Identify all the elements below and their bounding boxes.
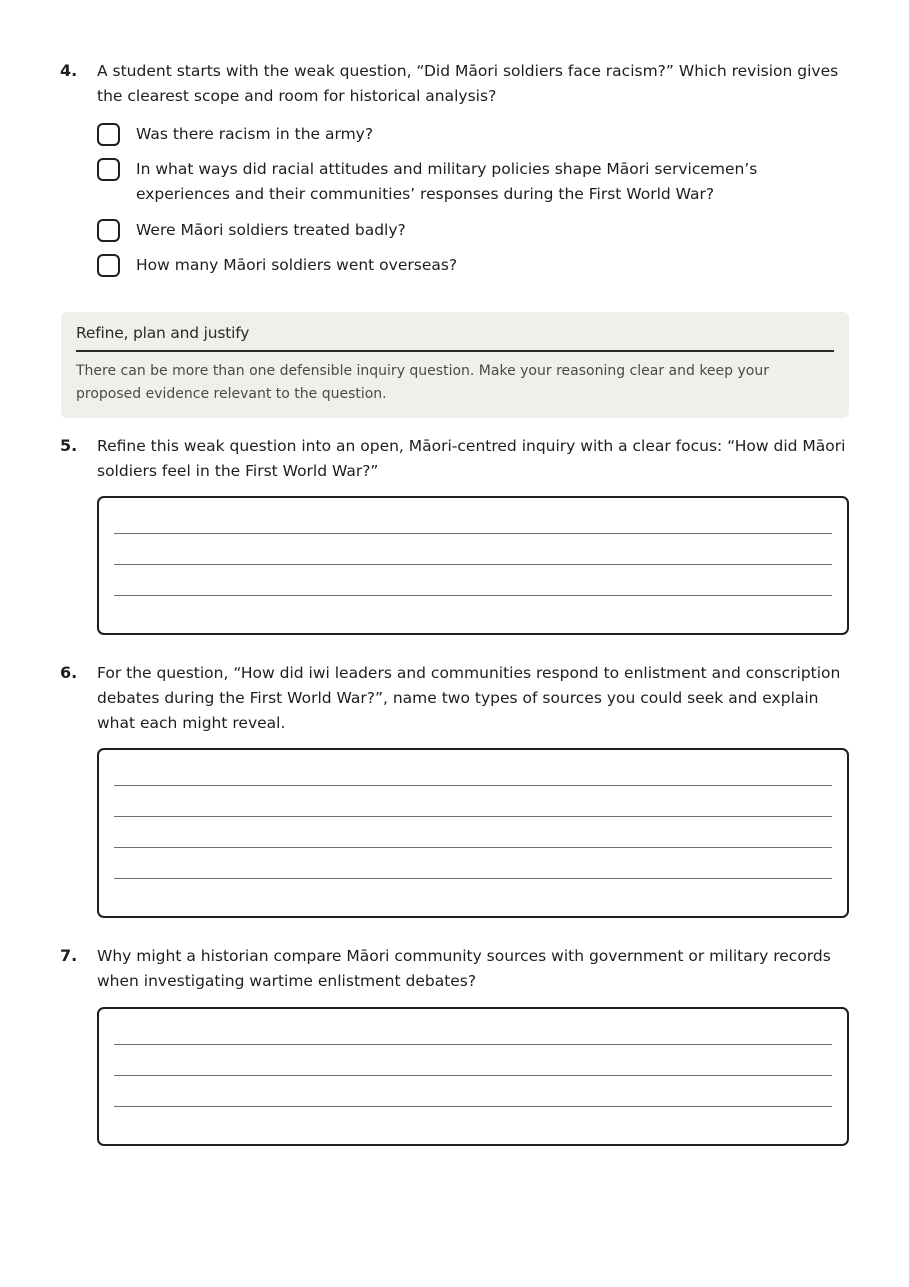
answer-line bbox=[114, 533, 832, 534]
question-4-number: 4. bbox=[60, 61, 78, 80]
answer-line bbox=[114, 595, 832, 596]
question-6-text: For the question, “How did iwi leaders and communities respond to enlistment and conscription debates during the First World War?”, name two types of sources you could seek and explain what each might reveal. bbox=[97, 664, 841, 732]
answer-line bbox=[114, 1044, 832, 1045]
question-4-option-3[interactable] bbox=[97, 218, 849, 243]
option-label: Was there racism in the army? bbox=[136, 125, 374, 143]
question-6-number: 6. bbox=[60, 663, 78, 682]
question-4-text: A student starts with the weak question, “Did Māori soldiers face racism?” Which revision gives the clearest scope and room for historical analysis? bbox=[97, 62, 839, 105]
option-label: In what ways did racial attitudes and military policies shape Māori servicemen’s experiences and their communities’ responses during the First World War? bbox=[136, 160, 758, 203]
answer-line bbox=[114, 878, 832, 879]
callout-title: Refine, plan and justify bbox=[76, 324, 834, 352]
answer-line bbox=[114, 1106, 832, 1107]
answer-line bbox=[114, 785, 832, 786]
answer-line bbox=[114, 816, 832, 817]
checkbox[interactable] bbox=[97, 123, 120, 146]
answer-line bbox=[114, 847, 832, 848]
option-label: Were Māori soldiers treated badly? bbox=[136, 221, 406, 239]
checkbox[interactable] bbox=[97, 254, 120, 277]
answer-line bbox=[114, 1075, 832, 1076]
callout-body: There can be more than one defensible inquiry question. Make your reasoning clear and keep your proposed evidence relevant to the question. bbox=[76, 363, 769, 402]
question-5-number: 5. bbox=[60, 436, 78, 455]
checkbox[interactable] bbox=[97, 158, 120, 181]
answer-line bbox=[114, 564, 832, 565]
question-4-option-4[interactable] bbox=[97, 253, 849, 278]
question-5-text: Refine this weak question into an open, Māori-centred inquiry with a clear focus: “How did Māori soldiers feel in the First World War?” bbox=[97, 437, 846, 480]
question-4-option-1[interactable] bbox=[97, 122, 849, 147]
option-label: How many Māori soldiers went overseas? bbox=[136, 256, 458, 274]
question-7-text: Why might a historian compare Māori community sources with government or military records when investigating wartime enlistment debates? bbox=[97, 947, 831, 990]
question-7-number: 7. bbox=[60, 946, 78, 965]
question-4-option-2[interactable] bbox=[97, 157, 849, 207]
question-5-answer-box[interactable] bbox=[97, 496, 849, 635]
question-7-answer-box[interactable] bbox=[97, 1007, 849, 1146]
info-callout bbox=[61, 312, 849, 418]
checkbox[interactable] bbox=[97, 219, 120, 242]
question-6-answer-box[interactable] bbox=[97, 748, 849, 918]
